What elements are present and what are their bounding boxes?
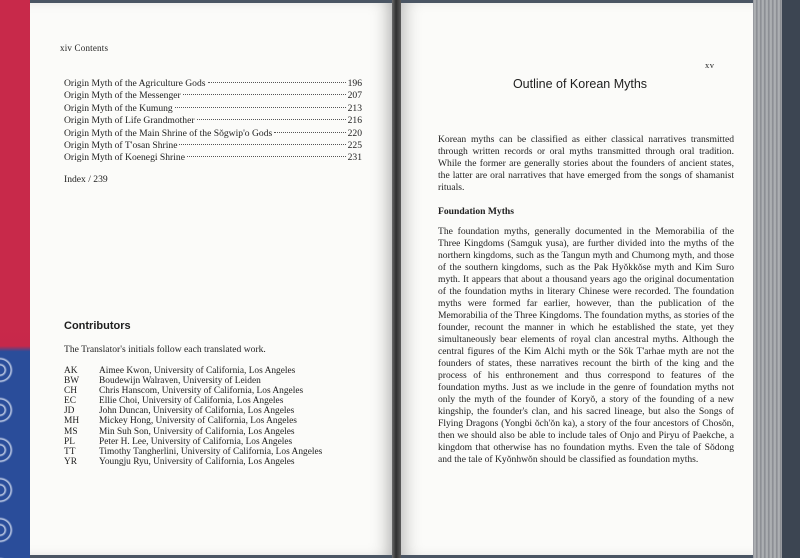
contributor-row — [64, 376, 364, 386]
toc-entry-title: Origin Myth of Life Grandmother — [64, 115, 195, 127]
chapter-title: Outline of Korean Myths — [512, 77, 648, 91]
contributor-name: Mickey Hong, University of California, Los Angeles — [99, 416, 297, 427]
contributor-initials: BW — [64, 376, 80, 387]
toc-entry — [64, 128, 362, 140]
toc-entry-page: 220 — [347, 127, 362, 139]
toc-entry — [64, 78, 362, 90]
dot-leader — [274, 132, 345, 133]
contributor-initials: EC — [64, 396, 76, 407]
contributor-initials: MS — [64, 426, 78, 437]
contributors-heading: Contributors — [64, 320, 131, 332]
contributor-row — [64, 416, 364, 426]
contributor-name: Min Suh Son, University of California, Los Angeles — [99, 426, 295, 437]
toc-entry — [64, 140, 362, 152]
section-paragraph: The foundation myths, generally documented in the Memorabilia of the Three Kingdoms (Samguk yusa), are further divided into the myths of the northern kingdoms, such as the Tangun myth and Chumong myth, and those of the southern kingdoms, such as the Pak Hyŏkkŏse myth and Kim Suro myth. It appears that about a thousand years ago the original documentation of the foundation myths in literary Chinese were recorded. The foundation myths were formed far earlier, however, than the publication of the Memorabilia of the Three Kingdoms. The foundation myths, as stories of the founder, recount the manner in which he established the state, yet they simultaneously bear elements of royal clan ancestral myths. Although the central figures of the Kim Alchi myth or the Sŏk T'arhae myth are not the founders of states, these narratives recount the birth of the king and the process of his enthronement and thus correspond to features of the foundation myths. Just as we include in the genre of foundation myths not only the myth of the founder of Koryŏ, a story of the founding of a new kingship, the founder's clan, and his sacred lineage, but also the Songs of Flying Dragons (Yongbi ŏch'ŏn ka), a story of the four ancestors of Chosŏn, then we should also be able to include tales of Onjo and Piryu of Paekche, a kingdom that otherwise has no foundation myths. Even the tale of Sŏdong and the tale of Kyŏnhwŏn should be classified as foundation myths. — [438, 226, 734, 465]
dot-leader — [179, 144, 345, 145]
contributor-row — [64, 437, 364, 447]
running-head: xiv Contents — [60, 43, 109, 53]
toc-entry-page: 216 — [347, 115, 362, 127]
toc-entry-page: 213 — [347, 102, 362, 114]
page-edges — [753, 0, 800, 558]
contributor-initials: CH — [64, 386, 78, 397]
toc-entry-title: Origin Myth of the Messenger — [64, 90, 181, 102]
toc-entry-title: Origin Myth of the Kumung — [64, 102, 173, 114]
contributor-initials: JD — [64, 406, 75, 417]
toc-entry — [64, 103, 362, 115]
toc-entry — [64, 115, 362, 127]
toc-entry — [64, 152, 362, 164]
dot-leader — [183, 94, 346, 95]
book-cover-spine — [0, 0, 30, 558]
contributor-initials: TT — [64, 446, 76, 457]
contributor-name: Boudewijn Walraven, University of Leiden — [99, 376, 261, 387]
contributor-name: Youngju Ryu, University of California, Los Angeles — [99, 456, 295, 467]
contributor-row — [64, 386, 364, 396]
cover-pattern — [0, 350, 30, 558]
toc-entry-title: Origin Myth of T'osan Shrine — [64, 139, 178, 151]
contributor-row — [64, 457, 364, 467]
toc-entry-title: Origin Myth of Koenegi Shrine — [64, 152, 185, 164]
intro-paragraph: Korean myths can be classified as either classical narratives transmitted through written records or oral myths transmitted through oral tradition. While the former are generally stories about the founders of ancient states, the latter are oral narratives that have emerged from the songs of shamanist rituals. — [438, 134, 734, 193]
contributors-list — [64, 366, 364, 467]
toc-entry-page: 225 — [347, 139, 362, 151]
contributor-name: Aimee Kwon, University of California, Los Angeles — [99, 366, 296, 376]
contributor-initials: MH — [64, 416, 80, 427]
dot-leader — [197, 119, 346, 120]
contributors-note: The Translator's initials follow each translated work. — [64, 344, 266, 355]
toc-entry-title: Origin Myth of the Agriculture Gods — [64, 78, 206, 89]
contributor-initials: PL — [64, 436, 75, 447]
contributor-row — [64, 406, 364, 416]
toc-entry-page: 196 — [347, 78, 362, 89]
contributor-initials: YR — [64, 456, 78, 467]
contributor-name: Chris Hanscom, University of California, Los Angeles — [99, 386, 304, 397]
toc-entry-title: Origin Myth of the Main Shrine of the Sŏgwip'o Gods — [64, 127, 273, 139]
contributor-name: John Duncan, University of California, Los Angeles — [99, 406, 295, 417]
contributor-initials: AK — [64, 366, 78, 376]
toc-entry-page: 207 — [347, 90, 362, 102]
index-entry: Index / 239 — [64, 174, 108, 185]
contributor-name: Timothy Tangherlini, University of California, Los Angeles — [99, 446, 323, 457]
contributor-row — [64, 366, 364, 376]
contributor-name: Ellie Choi, University of California, Los Angeles — [99, 396, 284, 407]
contributor-name: Peter H. Lee, University of California, Los Angeles — [99, 436, 293, 447]
toc-entry-page: 231 — [347, 152, 362, 164]
dot-leader — [208, 82, 346, 83]
dot-leader — [187, 156, 346, 157]
book-gutter — [392, 0, 401, 558]
section-heading: Foundation Myths — [438, 206, 514, 217]
dot-leader — [175, 107, 346, 108]
contributor-row — [64, 427, 364, 437]
contributor-row — [64, 396, 364, 406]
table-of-contents — [64, 78, 362, 165]
page-number: xv — [705, 60, 715, 70]
contributor-row — [64, 447, 364, 457]
toc-entry — [64, 90, 362, 102]
